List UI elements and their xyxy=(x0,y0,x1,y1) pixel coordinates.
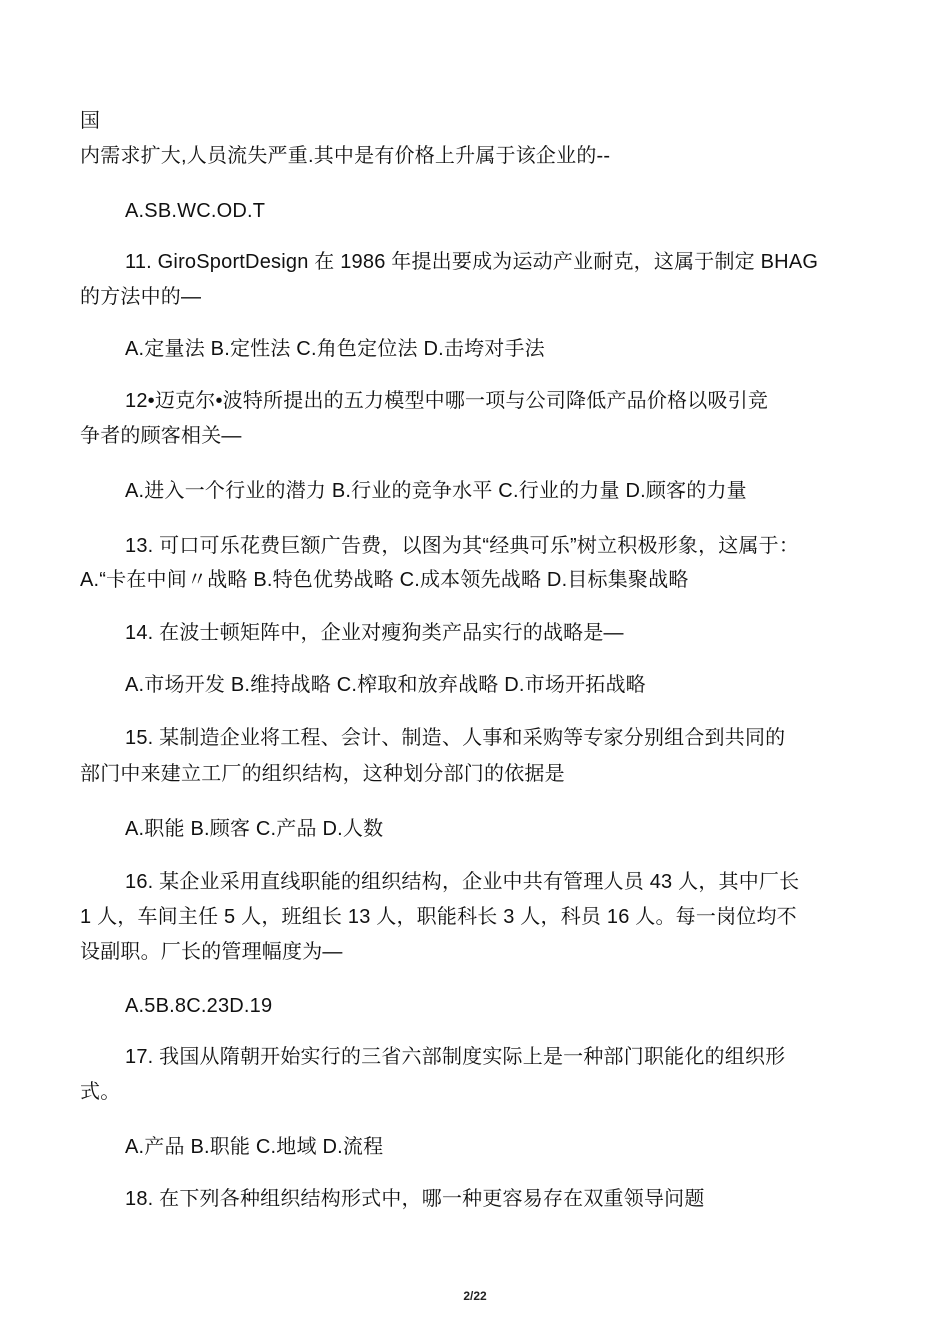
answer-options: A.市场开发 B.维持战略 C.榨取和放弃战略 D.市场开拓战略 xyxy=(125,674,646,696)
text-line: 1 人，车间主任 5 人，班组长 13 人，职能科长 3 人，科员 16 人。每一岗位均不 xyxy=(80,906,797,928)
answer-options: A.产品 B.职能 C.地域 D.流程 xyxy=(125,1136,384,1158)
text-line: 的方法中的— xyxy=(80,286,202,308)
text-line: 部门中来建立工厂的组织结构，这种划分部门的依据是 xyxy=(80,763,565,785)
question-11: 11. GiroSportDesign 在 1986 年提出要成为运动产业耐克，这属于制定 BHAG xyxy=(125,251,819,273)
question-16: 16. 某企业采用直线职能的组织结构，企业中共有管理人员 43 人，其中厂长 xyxy=(125,871,800,893)
question-17: 17. 我国从隋朝开始实行的三省六部制度实际上是一种部门职能化的组织形 xyxy=(125,1046,786,1068)
text-line: 争者的顾客相关— xyxy=(80,425,242,447)
question-13: 13. 可口可乐花费巨额广告费，以图为其“经典可乐”树立积极形象，这属于： xyxy=(125,535,800,557)
question-14: 14. 在波士顿矩阵中，企业对瘦狗类产品实行的战略是— xyxy=(125,622,624,644)
answer-options: A.SB.WC.OD.T xyxy=(125,200,266,222)
page-number: 2/22 xyxy=(463,1289,487,1303)
question-18: 18. 在下列各种组织结构形式中，哪一种更容易存在双重领导问题 xyxy=(125,1188,705,1210)
text-line: 国 xyxy=(80,110,101,132)
question-12: 12•迈克尔•波特所提出的五力模型中哪一项与公司降低产品价格以吸引竞 xyxy=(125,390,769,412)
answer-options: A.进入一个行业的潜力 B.行业的竞争水平 C.行业的力量 D.顾客的力量 xyxy=(125,480,747,502)
text-line: 设副职。厂长的管理幅度为— xyxy=(80,941,343,963)
answer-options: A.定量法 B.定性法 C.角色定位法 D.击垮对手法 xyxy=(125,338,545,360)
answer-options: A.职能 B.顾客 C.产品 D.人数 xyxy=(125,818,384,840)
question-15: 15. 某制造企业将工程、会计、制造、人事和采购等专家分别组合到共同的 xyxy=(125,727,786,749)
answer-options: A.5B.8C.23D.19 xyxy=(125,995,273,1017)
text-line: 内需求扩大,人员流失严重.其中是有价格上升属于该企业的-- xyxy=(80,145,611,167)
text-line: 式。 xyxy=(80,1081,121,1103)
answer-options: A.“卡在中间〃战略 B.特色优势战略 C.成本领先战略 D.目标集聚战略 xyxy=(80,569,689,591)
